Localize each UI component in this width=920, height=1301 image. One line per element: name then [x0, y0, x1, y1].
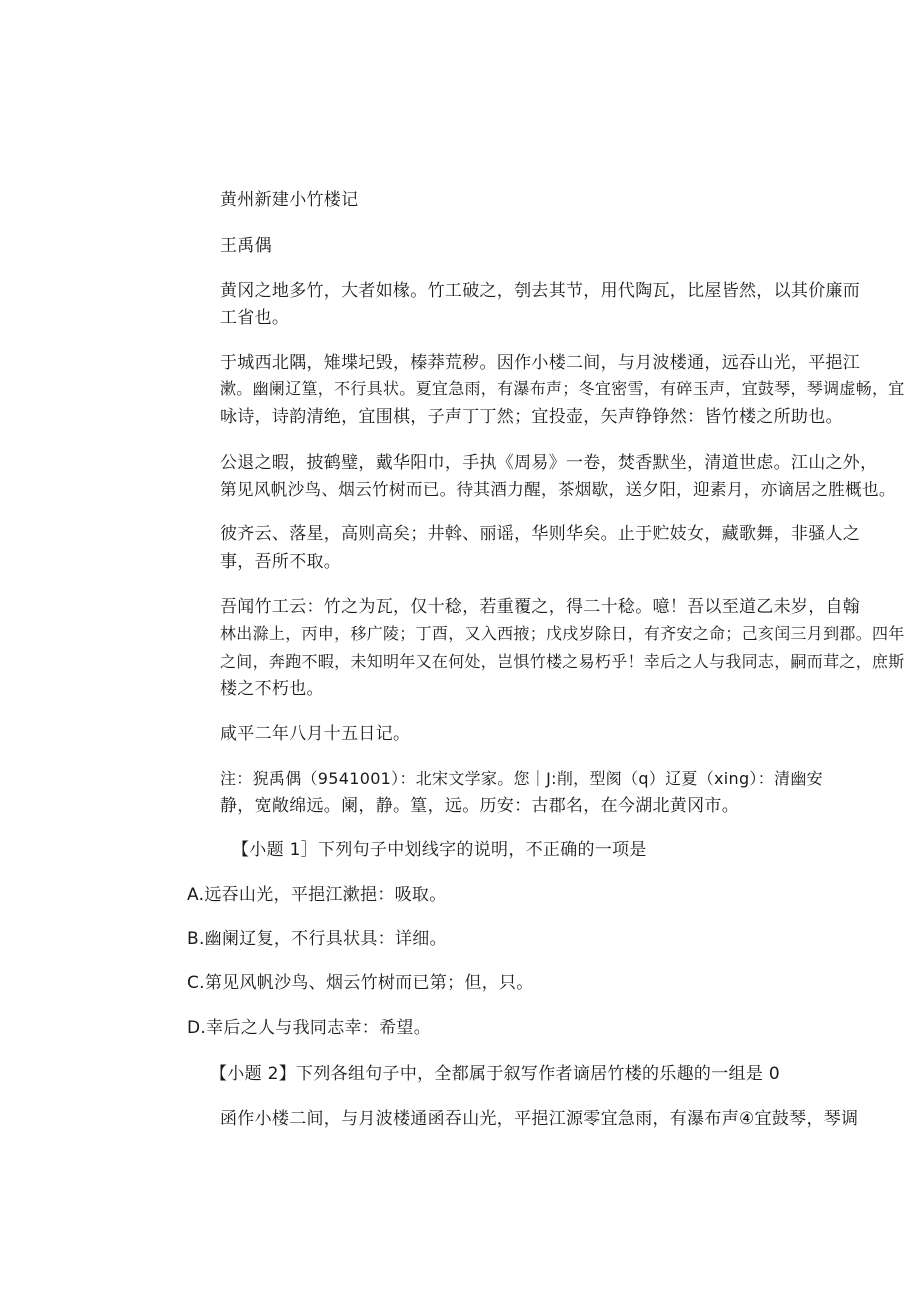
document-title: 黄州新建小竹楼记 [220, 190, 359, 210]
paragraph-line: 之间，奔跑不暇，未知明年又在何处，岂惧竹楼之易朽乎！幸后之人与我同志，嗣而茸之，庶斯 [220, 652, 905, 671]
paragraph-line: 楼之不朽也。 [220, 679, 324, 699]
paragraph-line: 咏诗，诗韵清绝，宜围棋，子声丁丁然；宜投壶，矢声铮铮然：皆竹楼之所助也。 [220, 407, 843, 427]
question-line: 函作小楼二间，与月波楼通函吞山光，平挹江源零宜急雨，有瀑布声④宜鼓琴，琴调 [220, 1109, 859, 1129]
question-stem: 【小题 1］下列句子中划线字的说明，不正确的一项是 [232, 840, 647, 860]
paragraph-line: 黄冈之地多竹，大者如椽。竹工破之，刳去其节，用代陶瓦，比屋皆然，以其价廉而 [220, 281, 861, 301]
paragraph-line: 彼齐云、落星，高则高矣；井斡、丽谣，华则华矣。止于贮妓女，藏歌舞，非骚人之 [220, 524, 861, 544]
paragraph-line: 漱。幽阑辽篁，不行具状。夏宜急雨，有瀑布声；冬宜密雪，有碎玉声，宜鼓琴，琴调虚畅，宜 [220, 379, 905, 398]
note-line: 静，宽敞绵远。阑，静。篁，远。历安：古郡名，在今湖北黄冈市。 [220, 796, 739, 816]
option-b: B.幽阑辽复，不行具状具：详细。 [187, 929, 447, 949]
paragraph-line: 吾闻竹工云：竹之为瓦，仅十稔，若重覆之，得二十稔。噫！吾以至道乙未岁，自翰 [220, 597, 861, 617]
date-line: 咸平二年八月十五日记。 [220, 724, 411, 744]
option-d: D.幸后之人与我同志幸：希望。 [187, 1018, 431, 1038]
paragraph-line: 公退之暇，披鹤璧，戴华阳巾，手执《周易》一卷，焚香默坐，清道世虑。江山之外， [220, 453, 878, 473]
paragraph-line: 第见风帆沙鸟、烟云竹树而已。待其酒力醒，茶烟歇，送夕阳，迎素月，亦谪居之胜概也。 [220, 480, 896, 499]
paragraph-line: 事，吾所不取。 [220, 552, 342, 572]
option-a: A.远吞山光，平挹江漱挹：吸取。 [187, 885, 447, 905]
option-c: C.第见风帆沙鸟、烟云竹树而已第；但，只。 [187, 973, 534, 993]
note-line: 注：猊禹偶（9541001）：北宋文学家。您｜J:削，型阂（q）辽夏（xing）：清幽安 [220, 769, 823, 788]
paragraph-line: 于城西北隅，雉堞圮毁，榛莽荒秽。因作小楼二间，与月波楼通，远吞山光，平挹江 [220, 353, 861, 373]
paragraph-line: 林出滁上，丙申，移广陵；丁酉，又入西掖；戊戌岁除日，有齐安之命；己亥闰三月到郡。四年 [220, 624, 905, 643]
document-author: 王禹偶 [220, 236, 272, 256]
paragraph-line: 工省也。 [220, 308, 290, 328]
question-stem: 【小题 2】下列各组句子中，全都属于叙写作者谪居竹楼的乐趣的一组是 0 [210, 1064, 780, 1084]
